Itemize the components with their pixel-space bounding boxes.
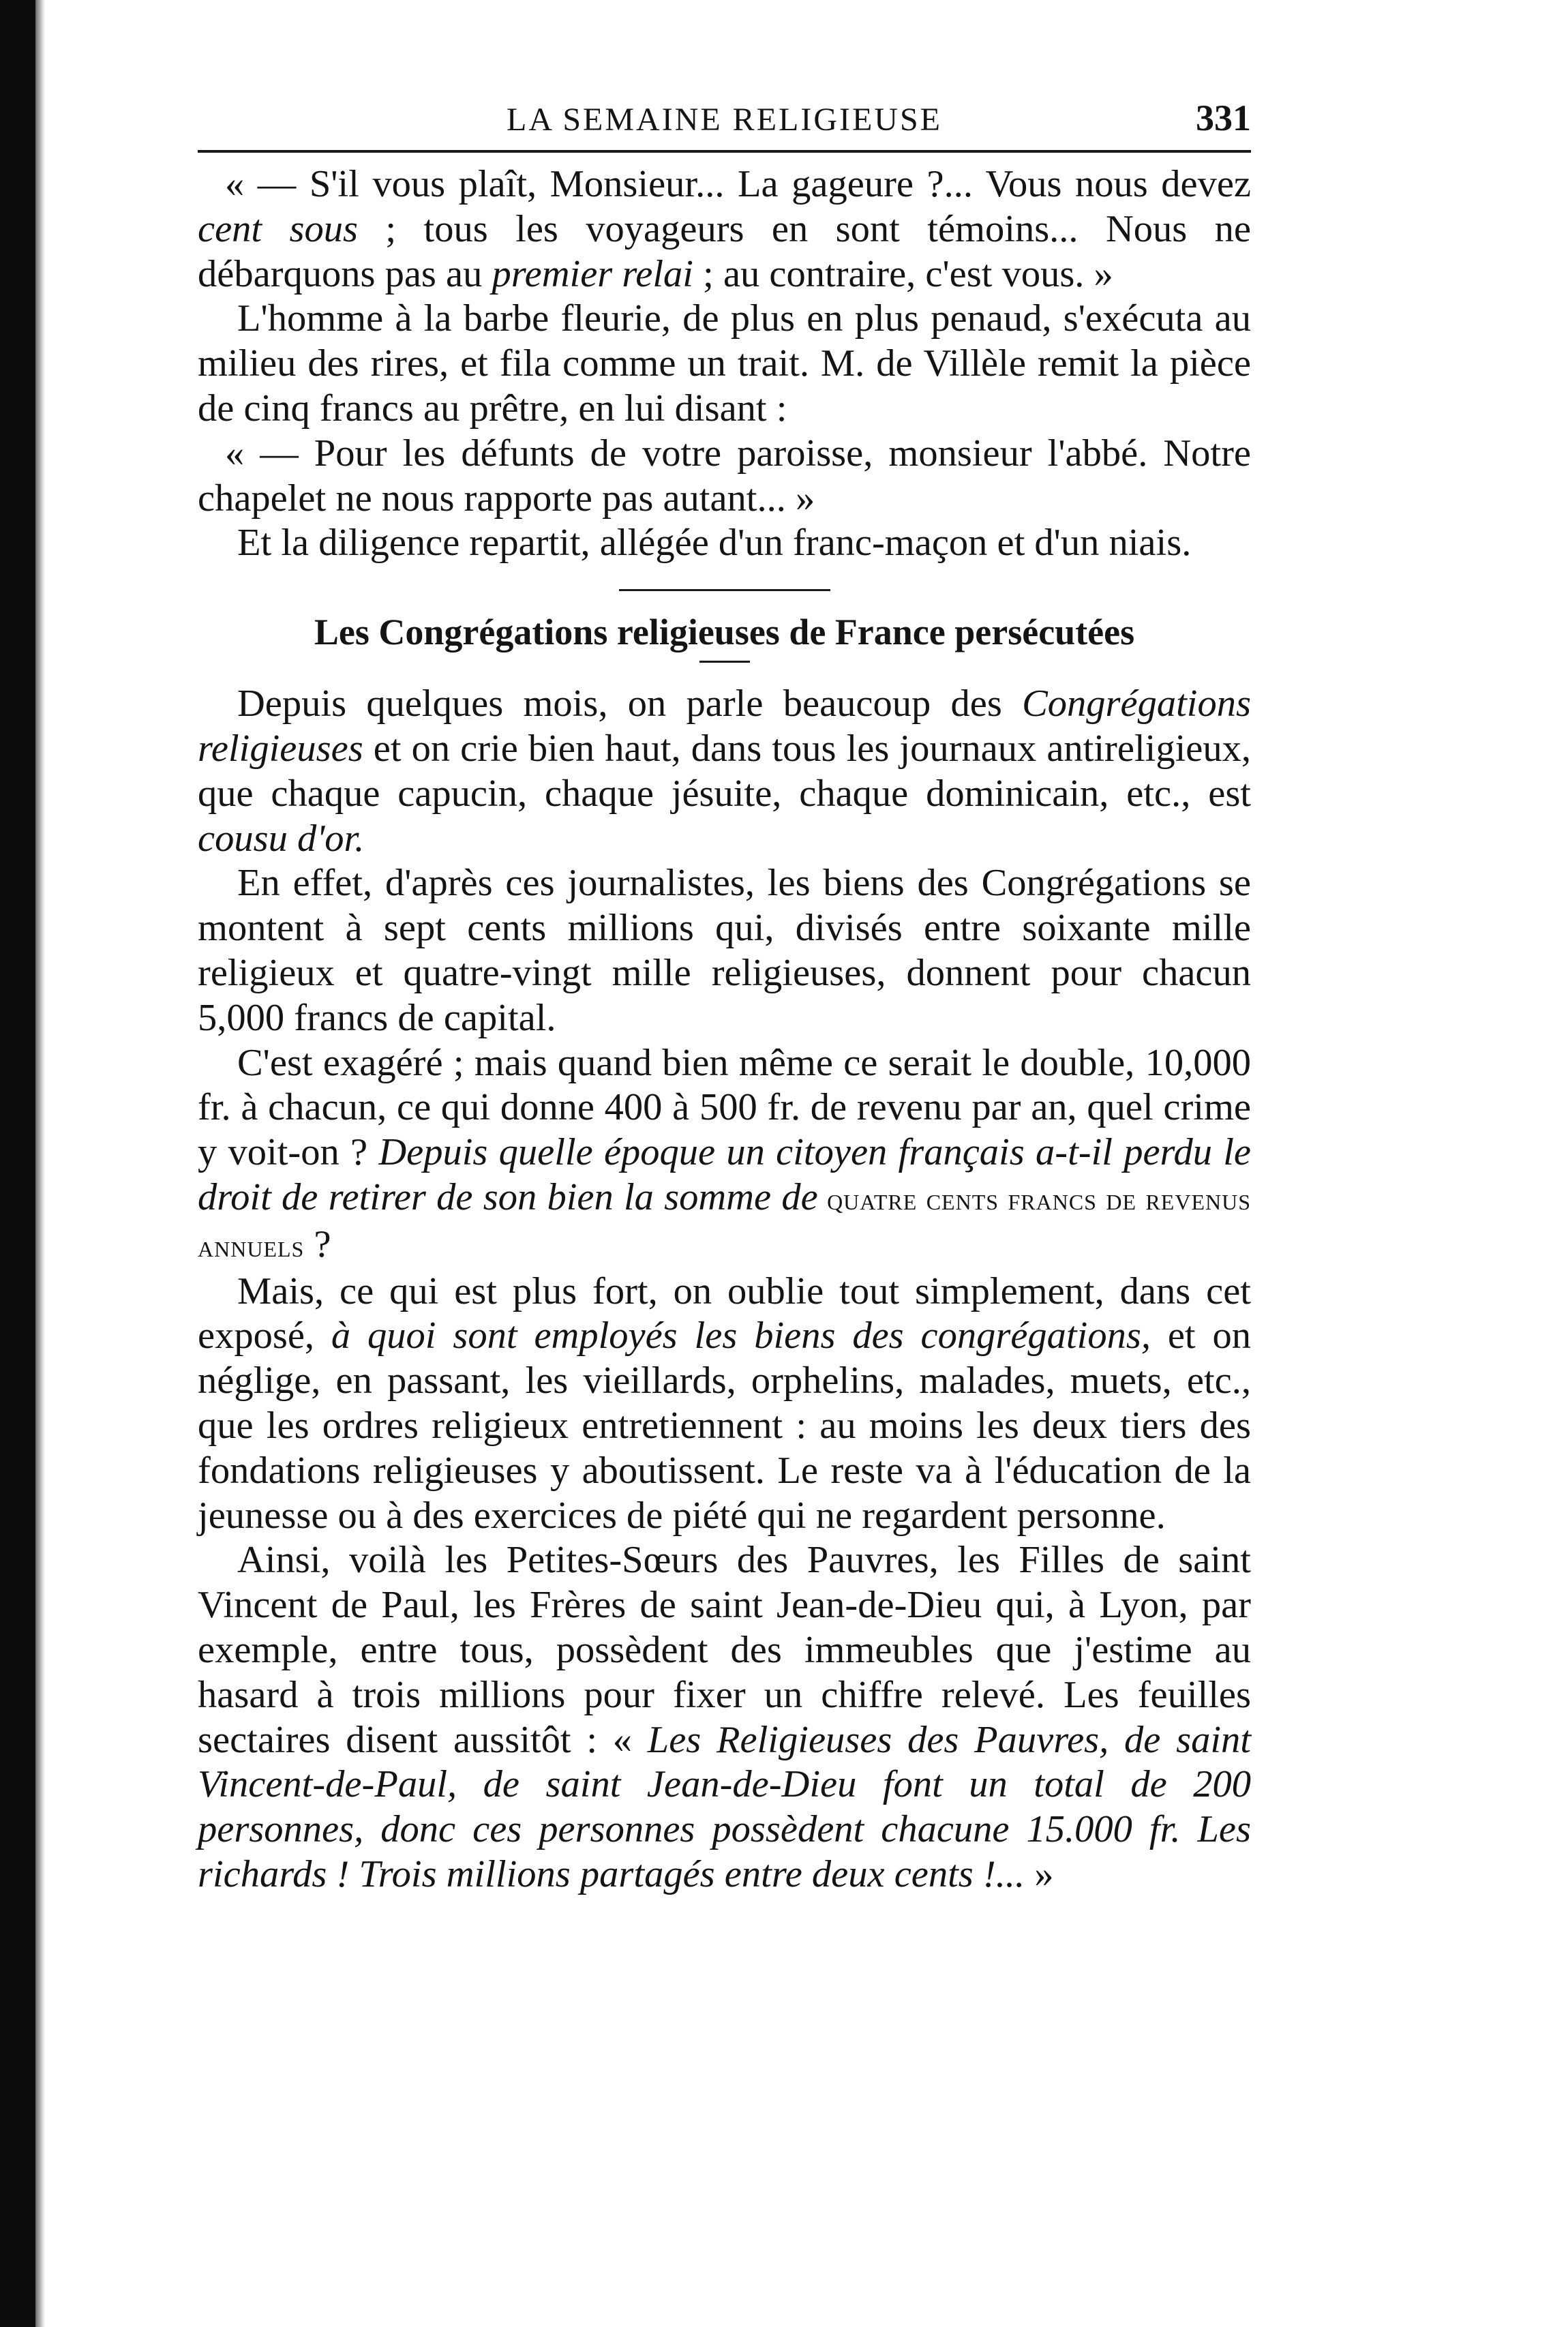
page-number: 331: [1196, 97, 1251, 138]
paragraph-exaggerated: [198, 1041, 1251, 1270]
italic-run: à quoi sont employés les biens des congrégations,: [331, 1315, 1151, 1357]
paragraph-villele: L'homme à la barbe fleurie, de plus en plus penaud, s'exécuta au milieu des rires, et fila comme un trait. M. de Villèle remit la pièce de cinq francs au prêtre, en lui disant :: [198, 297, 1251, 430]
article-title: Les Congrégations religieuses de France persécutées: [314, 612, 1135, 653]
text-run: Mais, ce qui est plus fort, on oublie tout simplement, dans cet exposé,: [198, 1270, 1251, 1357]
title-rule: [699, 661, 750, 663]
italic-run: premier relai: [492, 252, 694, 295]
book-binding-edge: [0, 0, 35, 2327]
paragraph-forgotten: [198, 1270, 1251, 1539]
small-caps-run: quatre cents francs de revenus annuels: [198, 1182, 1252, 1263]
running-head: [198, 89, 1251, 153]
text-run: ; tous les voyageurs en sont témoins... Nous ne débarquons pas au: [198, 207, 1252, 295]
running-title: LA SEMAINE RELIGIEUSE: [507, 102, 942, 138]
text-run: « — S'il vous plaît, Monsieur... La gageure ?... Vous nous devez: [225, 163, 1251, 205]
text-run: »: [1025, 1852, 1054, 1895]
paragraph-dialogue-abbe: « — Pour les défunts de votre paroisse, monsieur l'abbé. Notre chapelet ne nous rapporte pas autant... »: [198, 432, 1251, 520]
paragraph-journalists: En effet, d'après ces journalistes, les biens des Congrégations se montent à sept cents millions qui, divisés entre soixante mille religieux et quatre-vingt mille religieuses, donnent pour chacun 5,000 francs de capital.: [198, 862, 1251, 1039]
paragraph-congregations: [198, 682, 1251, 861]
book-page: [198, 89, 1251, 1897]
text-run: Depuis quelques mois, on parle beaucoup des: [237, 682, 1023, 725]
text-run: C'est exagéré ; mais quand bien même ce serait le double, 10,000 fr. à chacun, ce qui donne 400 à 500 fr. de revenu par an, quel crime y voit-on ?: [198, 1041, 1251, 1174]
paragraph-diligence: Et la diligence repartit, allégée d'un franc-maçon et d'un niais.: [237, 522, 1192, 565]
text-run: et on néglige, en passant, les vieillards, orphelins, malades, muets, etc., que les ordres religieux entretiennent : au moins les deux tiers des fondations religieuses y aboutissent. Le reste va à l'éducation de la jeunesse ou à des exercices de piété qui ne regardent personne.: [198, 1315, 1251, 1537]
italic-run: Congrégations religieuses: [198, 682, 1251, 770]
article-body: [198, 682, 1251, 1897]
text-run: et on crie bien haut, dans tous les journaux antireligieux, que chaque capucin, chaque jésuite, chaque dominicain, etc., est: [198, 727, 1251, 815]
paragraph-dialogue-wager: [198, 162, 1251, 297]
italic-run: cousu d'or.: [198, 817, 365, 860]
body-text: [198, 162, 1251, 566]
text-run: ?: [304, 1222, 331, 1265]
text-run: ; au contraire, c'est vous. »: [693, 252, 1113, 295]
italic-run: Depuis quelle époque un citoyen français a-t-il perdu le droit de retirer de son bien la somme de: [198, 1131, 1251, 1218]
paragraph-lyon-example: [198, 1538, 1251, 1897]
text-run: Ainsi, voilà les Petites-Sœurs des Pauvres, les Filles de saint Vincent de Paul, les Frères de saint Jean-de-Dieu qui, à Lyon, par exemple, entre tous, possèdent des immeubles que j'estime au hasard à trois millions pour fixer un chiffre relevé. Les feuilles sectaires disent aussitôt : «: [198, 1539, 1251, 1761]
binding-shadow: [35, 0, 45, 2327]
italic-run: Les Religieuses des Pauvres, de saint Vincent-de-Paul, de saint Jean-de-Dieu font un total de 200 personnes, donc ces personnes possèdent chacune 15.000 fr. Les richards ! Trois millions partagés entre deux cents !...: [198, 1718, 1251, 1895]
section-divider: [619, 589, 830, 591]
italic-run: cent sous: [198, 207, 358, 250]
